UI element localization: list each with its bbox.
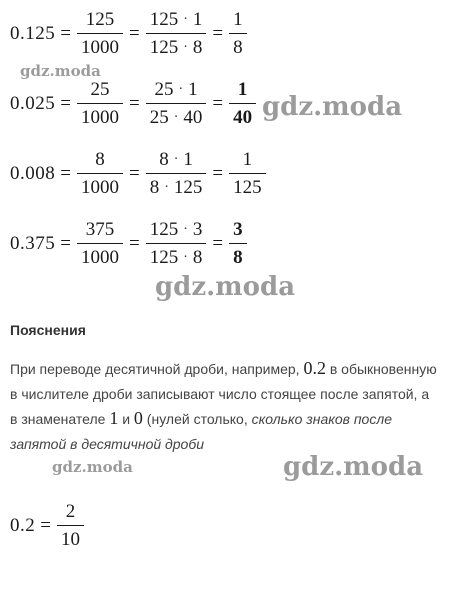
equation-row (10, 80, 259, 127)
denominator: 10 (57, 525, 84, 549)
numerator-factor: 1 (188, 79, 198, 100)
fraction (77, 220, 123, 267)
text-fragment: и (118, 411, 134, 427)
denominator: 1000 (77, 103, 123, 127)
watermark: gdz.moda (155, 272, 296, 302)
denominator-factor: 8 (192, 37, 203, 58)
numerator: 1 (242, 149, 253, 170)
section-heading: Пояснения (10, 322, 86, 338)
equals-sign: = (212, 23, 224, 44)
multiply-dot: · (183, 250, 188, 265)
equals-sign: = (128, 233, 140, 254)
text-fragment: в обыкновенную в числителе дроби записывают число стоящее после запятой, а в знаменателе (10, 361, 437, 427)
inline-math: 1 (109, 408, 119, 428)
fraction (229, 150, 266, 197)
fraction (77, 80, 123, 127)
multiply-dot: · (183, 12, 188, 27)
numerator: 3 (233, 219, 243, 240)
fraction (146, 80, 207, 127)
inline-math: 0.2 (303, 358, 326, 378)
numerator-factor: 1 (183, 149, 193, 170)
example-equation (10, 502, 87, 549)
fraction (229, 10, 247, 57)
fraction (146, 150, 207, 197)
numerator: 1 (237, 79, 248, 100)
equals-sign: = (60, 163, 71, 184)
equation-row (10, 150, 269, 197)
equals-sign: = (212, 163, 224, 184)
multiply-dot: · (173, 152, 179, 167)
denominator: 8 (229, 243, 247, 267)
numerator: 125 (85, 9, 115, 30)
fraction (57, 502, 84, 549)
text-fragment: При переводе десятичной дроби, например, (10, 361, 304, 377)
equals-sign: = (40, 515, 51, 536)
inline-math: 0 (133, 408, 143, 428)
denominator-factor: 125 (149, 37, 179, 58)
numerator-factor: 25 (154, 79, 174, 100)
fraction (229, 220, 247, 267)
multiply-dot: · (178, 82, 184, 97)
numerator-factor: 125 (149, 9, 179, 30)
numerator: 1 (233, 9, 243, 30)
denominator-factor: 40 (183, 107, 203, 128)
decimal-value: 0.375 (10, 233, 56, 254)
denominator-factor: 8 (192, 247, 203, 268)
denominator: 1000 (77, 173, 123, 197)
denominator: 8 (229, 33, 247, 57)
fraction (77, 10, 123, 57)
watermark: gdz.moda (283, 452, 424, 482)
fraction (146, 220, 207, 267)
equals-sign: = (212, 233, 224, 254)
equals-sign: = (212, 93, 224, 114)
equals-sign: = (60, 93, 71, 114)
equals-sign: = (128, 163, 140, 184)
numerator: 8 (95, 149, 105, 170)
numerator-factor: 125 (149, 219, 179, 240)
numerator-factor: 1 (192, 9, 203, 30)
denominator: 1000 (77, 33, 123, 57)
multiply-dot: · (183, 40, 188, 55)
equation-row (10, 220, 250, 267)
watermark: gdz.moda (20, 62, 101, 80)
numerator-factor: 8 (159, 149, 169, 170)
text-fragment-italic: сколько знаков после запятой в десятичной дроби (10, 411, 393, 452)
denominator: 1000 (77, 243, 123, 267)
explanation-text (10, 356, 440, 456)
watermark: gdz.moda (52, 458, 133, 476)
fraction (77, 150, 123, 197)
denominator-factor: 125 (149, 247, 179, 268)
decimal-value: 0.025 (10, 93, 56, 114)
denominator: 40 (229, 103, 256, 127)
fraction (229, 80, 256, 127)
denominator-factor: 25 (149, 107, 169, 128)
denominator: 125 (229, 173, 266, 197)
multiply-dot: · (173, 110, 179, 125)
text-fragment: (нулей столько, (142, 411, 252, 427)
equation-row (10, 10, 250, 57)
decimal-value: 0.125 (10, 23, 56, 44)
numerator: 25 (90, 79, 110, 100)
equals-sign: = (60, 23, 71, 44)
denominator-factor: 8 (149, 177, 160, 198)
multiply-dot: · (183, 222, 188, 237)
multiply-dot: · (164, 180, 169, 195)
decimal-value: 0.2 (10, 515, 36, 536)
numerator-factor: 3 (192, 219, 203, 240)
denominator-factor: 125 (173, 177, 203, 198)
equals-sign: = (128, 23, 140, 44)
fraction (146, 10, 207, 57)
watermark: gdz.moda (262, 92, 403, 122)
equals-sign: = (128, 93, 140, 114)
numerator: 375 (85, 219, 115, 240)
numerator: 2 (65, 501, 76, 522)
equals-sign: = (60, 233, 71, 254)
decimal-value: 0.008 (10, 163, 56, 184)
